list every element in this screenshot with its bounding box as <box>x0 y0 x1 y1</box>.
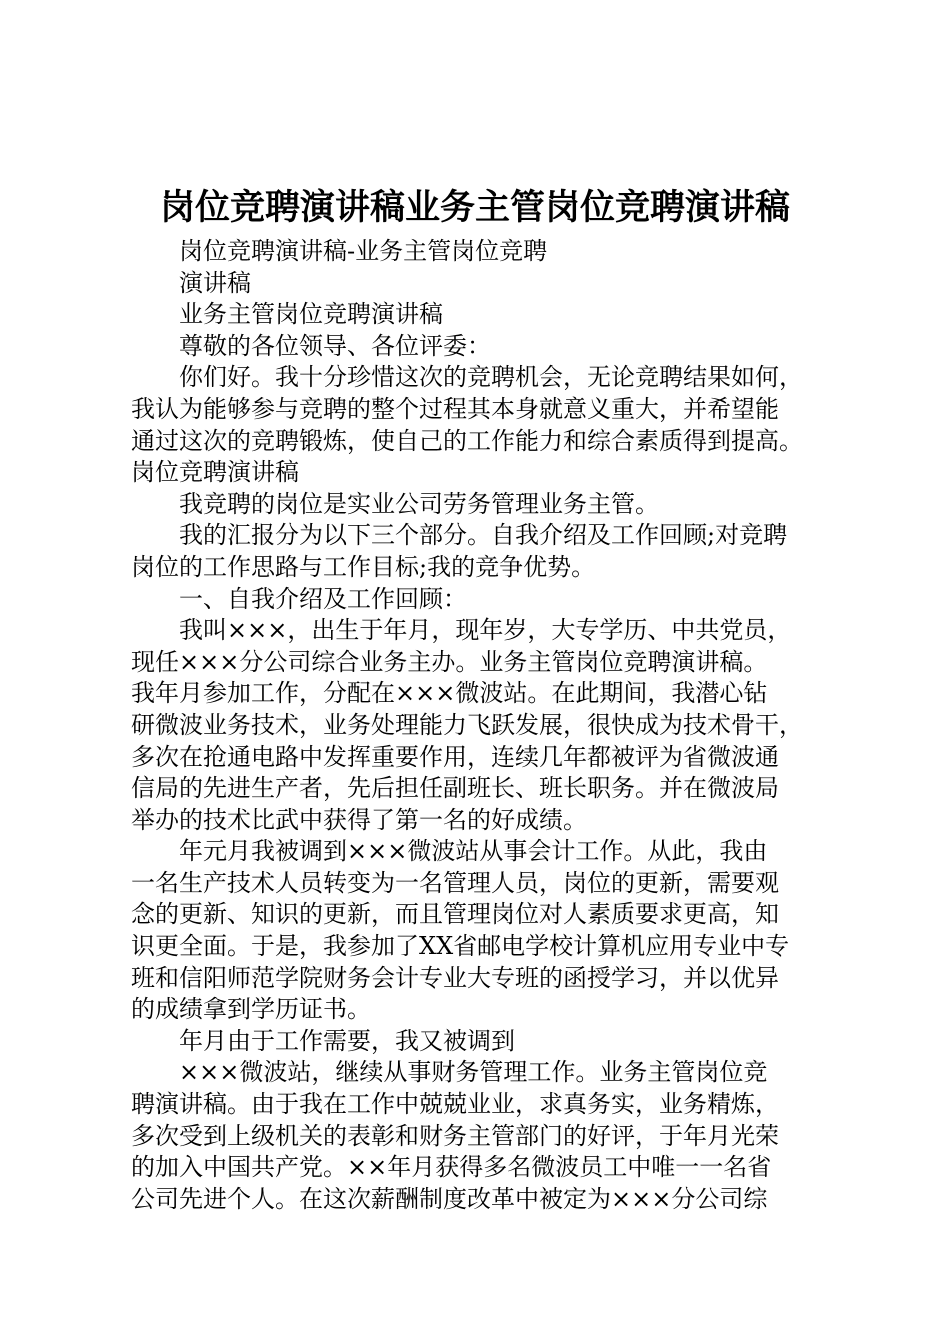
text-line: 多次受到上级机关的表彰和财务主管部门的好评，于年月光荣 <box>131 1121 779 1150</box>
text-line: 公司先进个人。在这次薪酬制度改革中被定为×××分公司综 <box>131 1184 768 1213</box>
text-line: 的成绩拿到学历证书。 <box>131 995 371 1024</box>
text-line: 多次在抢通电路中发挥重要作用，连续几年都被评为省微波通 <box>131 742 779 771</box>
text-line: 岗位竞聘演讲稿 <box>131 458 299 487</box>
text-line: 班和信阳师范学院财务会计专业大专班的函授学习，并以优异 <box>131 963 779 992</box>
text-line: 尊敬的各位领导、各位评委： <box>179 331 491 360</box>
text-line: 年元月我被调到×××微波站从事会计工作。从此，我由 <box>179 837 768 866</box>
text-line: 的加入中国共产党。××年月获得多名微波员工中唯一一名省 <box>131 1153 772 1182</box>
text-line: 一、自我介绍及工作回顾： <box>179 584 467 613</box>
text-line: 年月由于工作需要，我又被调到 <box>179 1026 515 1055</box>
document-title: 岗位竞聘演讲稿业务主管岗位竞聘演讲稿 <box>159 188 790 228</box>
text-line: 念的更新、知识的更新，而且管理岗位对人素质要求更高，知 <box>131 900 779 929</box>
text-line: 业务主管岗位竞聘演讲稿 <box>179 300 443 329</box>
text-line: 我叫×××，出生于年月，现年岁，大专学历、中共党员， <box>179 616 792 645</box>
text-line: 我竞聘的岗位是实业公司劳务管理业务主管。 <box>179 489 659 518</box>
text-line: 岗位竞聘演讲稿-业务主管岗位竞聘 <box>179 237 548 265</box>
text-line: 我年月参加工作，分配在×××微波站。在此期间，我潜心钻 <box>131 679 768 708</box>
text-line: 信局的先进生产者，先后担任副班长、班长职务。并在微波局 <box>131 774 779 803</box>
text-line: 岗位的工作思路与工作目标;我的竞争优势。 <box>131 552 596 581</box>
text-line: 一名生产技术人员转变为一名管理人员，岗位的更新，需要观 <box>131 868 779 897</box>
text-line: 我认为能够参与竞聘的整个过程其本身就意义重大，并希望能 <box>131 394 779 423</box>
text-line: 我的汇报分为以下三个部分。自我介绍及工作回顾;对竞聘 <box>179 521 788 550</box>
text-line: 举办的技术比武中获得了第一名的好成绩。 <box>131 805 587 834</box>
text-line: 识更全面。于是，我参加了XX省邮电学校计算机应用专业中专 <box>131 932 790 961</box>
text-line: 通过这次的竞聘锻炼，使自己的工作能力和综合素质得到提高。 <box>131 426 803 455</box>
text-line: ×××微波站，继续从事财务管理工作。业务主管岗位竞 <box>179 1058 768 1087</box>
document-body <box>131 236 831 1215</box>
text-line: 演讲稿 <box>179 268 251 297</box>
text-line: 研微波业务技术，业务处理能力飞跃发展，很快成为技术骨干， <box>131 710 803 739</box>
text-line: 聘演讲稿。由于我在工作中兢兢业业，求真务实，业务精炼， <box>131 1090 779 1119</box>
text-line: 现任×××分公司综合业务主办。业务主管岗位竞聘演讲稿。 <box>131 647 768 676</box>
text-line: 你们好。我十分珍惜这次的竞聘机会，无论竞聘结果如何， <box>179 363 803 392</box>
